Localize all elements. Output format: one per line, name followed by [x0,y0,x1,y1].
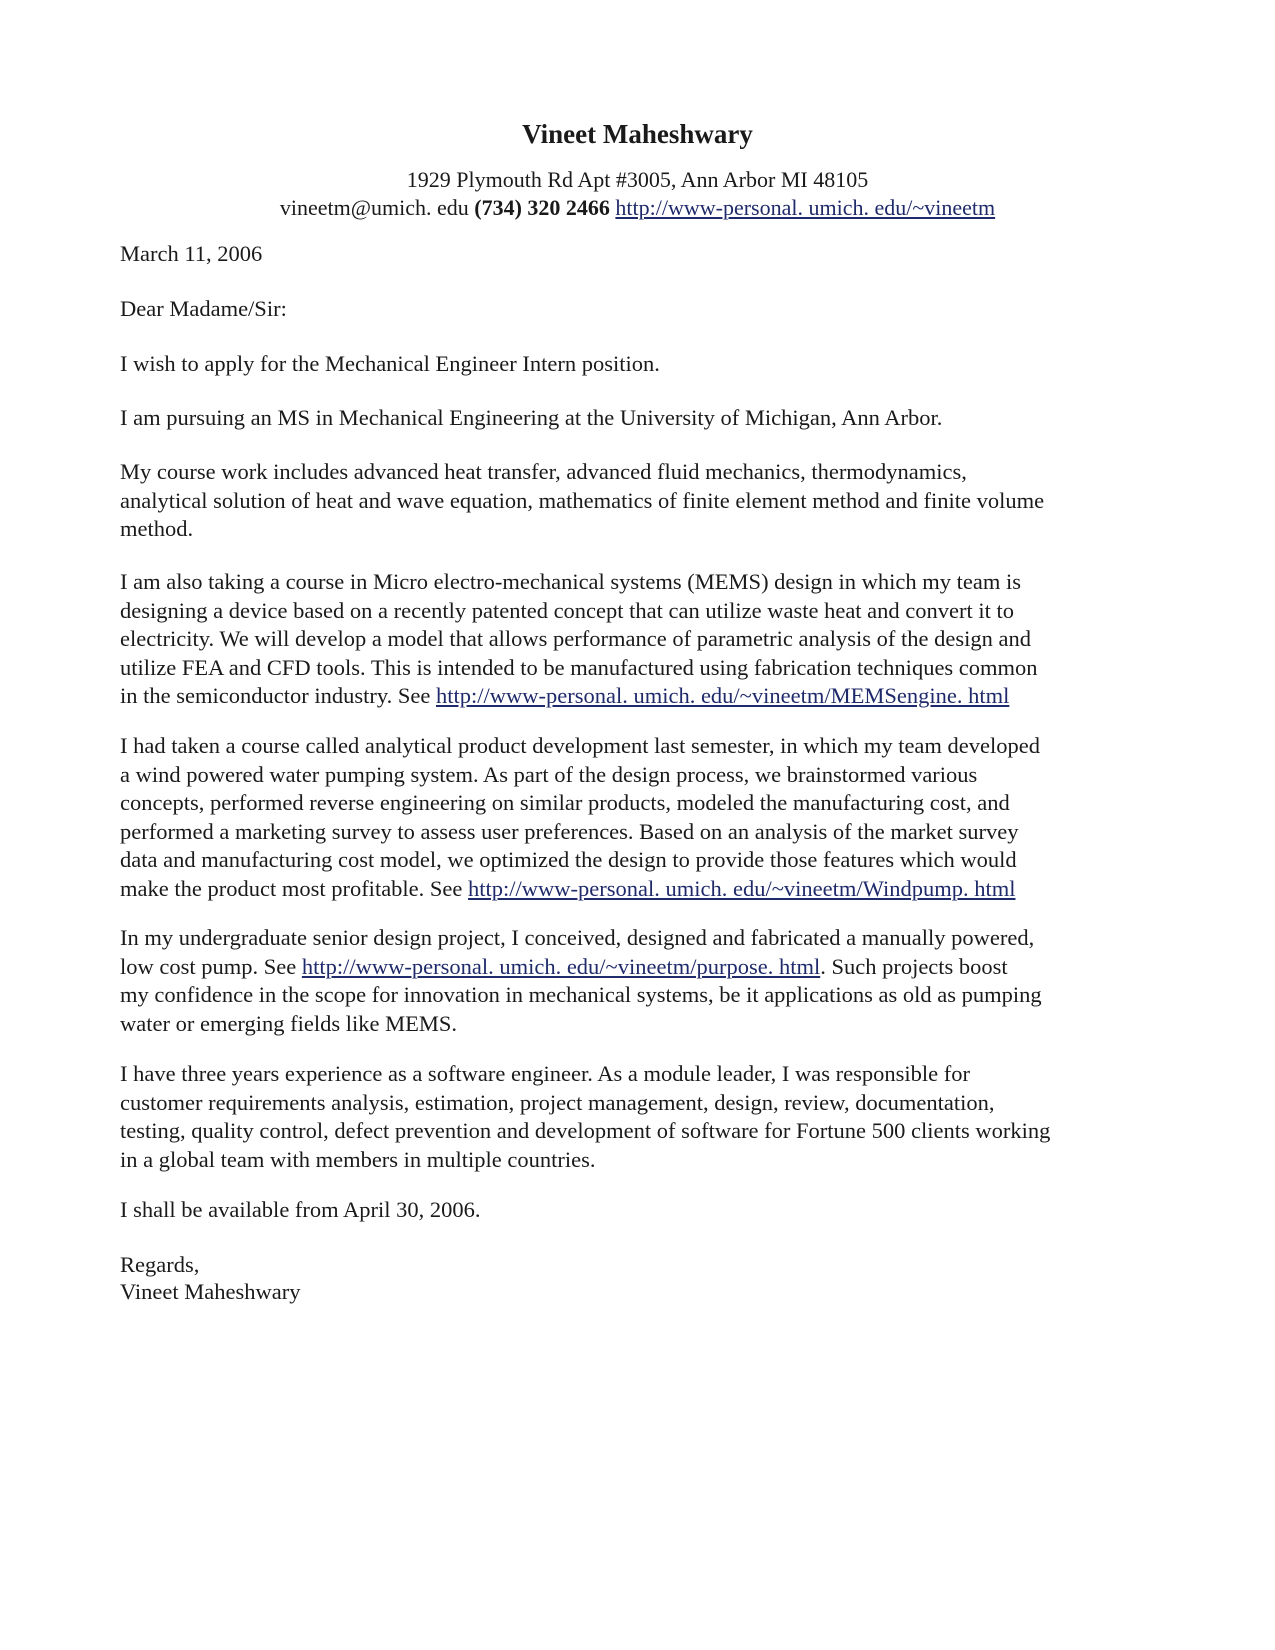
paragraph-7 [120,1060,1160,1174]
paragraph-2: I am pursuing an MS in Mechanical Engineering at the University of Michigan, Ann Arbor. [120,405,943,430]
paragraph-3-line: My course work includes advanced heat transfer, advanced fluid mechanics, thermodynamics, [120,459,967,484]
paragraph-5-text: make the product most profitable. See [120,875,469,901]
paragraph-7-line: in a global team with members in multiple countries. [120,1146,596,1172]
paragraph-4-text: in the semiconductor industry. See [120,683,436,709]
paragraph-3 [120,458,1160,544]
paragraph-5-line: performed a marketing survey to assess user preferences. Based on an analysis of the market survey [120,818,1019,844]
paragraph-1: I wish to apply for the Mechanical Engineer Intern position. [120,351,660,376]
paragraph-4-line [120,682,1160,711]
signature-name: Vineet Maheshwary [120,1279,301,1304]
paragraph-6-line [120,953,1160,982]
paragraph-4-line: utilize FEA and CFD tools. This is intended to be manufactured using fabrication techniques common [120,654,1038,680]
salutation: Dear Madame/Sir: [120,296,287,321]
sender-email: vineetm@umich. edu [279,195,469,220]
paragraph-6-line: water or emerging fields like MEMS. [120,1010,458,1036]
purpose-link[interactable]: http://www-personal. umich. edu/~vineetm/purpose. html [301,953,821,979]
paragraph-3-line: analytical solution of heat and wave equation, mathematics of finite element method and finite volume [120,487,1045,513]
paragraph-5-line: a wind powered water pumping system. As part of the design process, we brainstormed various [120,761,978,787]
paragraph-6-line: In my undergraduate senior design project, I conceived, designed and fabricated a manually powered, [120,925,1035,950]
sender-name: Vineet Maheshwary [522,119,753,149]
paragraph-6-line: my confidence in the scope for innovation in mechanical systems, be it applications as old as pumping [120,982,1042,1008]
paragraph-5-line: I had taken a course called analytical product development last semester, in which my team developed [120,733,1041,758]
paragraph-6-text: low cost pump. See [120,953,302,979]
letter-date: March 11, 2006 [120,241,263,266]
paragraph-7-line: customer requirements analysis, estimation, project management, design, review, documentation, [120,1089,995,1115]
paragraph-4 [120,568,1160,711]
paragraph-6-text: . Such projects boost [820,953,1008,979]
paragraph-4-line: designing a device based on a recently patented concept that can utilize waste heat and convert it to [120,597,1015,623]
paragraph-5 [120,732,1160,904]
paragraph-5-line: data and manufacturing cost model, we optimized the design to provide those features which would [120,847,1017,873]
paragraph-5-line: concepts, performed reverse engineering on similar products, modeled the manufacturing cost, and [120,790,1010,816]
paragraph-4-line: electricity. We will develop a model that allows performance of parametric analysis of the design and [120,626,1031,652]
mems-engine-link[interactable]: http://www-personal. umich. edu/~vineetm/MEMSengine. html [435,683,1010,709]
paragraph-8: I shall be available from April 30, 2006. [120,1197,481,1222]
sender-phone: (734) 320 2466 [474,195,610,220]
paragraph-5-line [120,875,1160,904]
paragraph-4-line: I am also taking a course in Micro electro-mechanical systems (MEMS) design in which my team is [120,569,1022,594]
sender-website-link[interactable]: http://www-personal. umich. edu/~vineetm [615,195,996,220]
paragraph-7-line: testing, quality control, defect prevention and development of software for Fortune 500 clients working [120,1118,1051,1144]
paragraph-6 [120,924,1160,1038]
paragraph-7-line: I have three years experience as a software engineer. As a module leader, I was responsible for [120,1061,970,1086]
windpump-link[interactable]: http://www-personal. umich. edu/~vineetm/Windpump. html [468,875,1016,901]
sender-contact [0,194,1275,222]
paragraph-3-line: method. [120,516,194,542]
closing: Regards, [120,1252,200,1277]
sender-address: 1929 Plymouth Rd Apt #3005, Ann Arbor MI 48105 [406,167,869,192]
